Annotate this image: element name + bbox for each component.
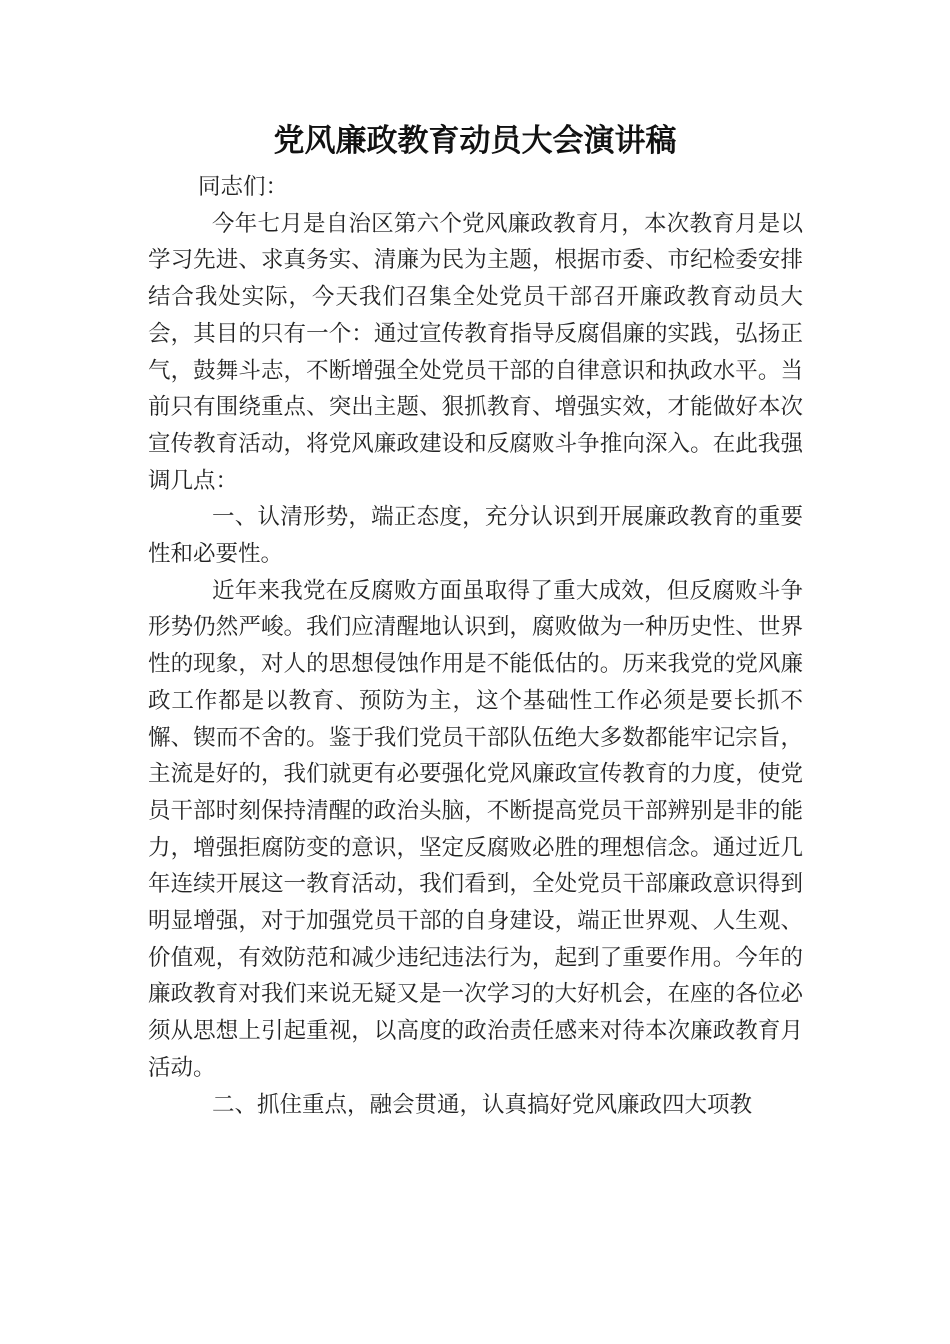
paragraph-situation: 近年来我党在反腐败方面虽取得了重大成效，但反腐败斗争形势仍然严峻。我们应清醒地认识到，腐败做为一种历史性、世界性的现象，对人的思想侵蚀作用是不能低估的。历来我党的党风廉政工作都是以教育、预防为主，这个基础性工作必须是要长抓不懈、锲而不舍的。鉴于我们党员干部队伍绝大多数都能牢记宗旨，主流是好的，我们就更有必要强化党风廉政宣传教育的力度，使党员干部时刻保持清醒的政治头脑，不断提高党员干部辨别是非的能力，增强拒腐防变的意识，坚定反腐败必胜的理想信念。通过近几年连续开展这一教育活动，我们看到，全处党员干部廉政意识得到明显增强，对于加强党员干部的自身建设，端正世界观、人生观、价值观，有效防范和减少违纪违法行为，起到了重要作用。今年的廉政教育对我们来说无疑又是一次学习的大好机会，在座的各位必须从思想上引起重视，以高度的政治责任感来对待本次廉政教育月活动。 (148, 577, 803, 1081)
section-heading-one: 一、认清形势，端正态度，充分认识到开展廉政教育的重要性和必要性。 (148, 504, 803, 568)
document-body (148, 169, 803, 1123)
paragraph-intro: 今年七月是自治区第六个党风廉政教育月，本次教育月是以学习先进、求真务实、清廉为民为主题，根据市委、市纪检委安排结合我处实际，今天我们召集全处党员干部召开廉政教育动员大会，其目的只有一个：通过宣传教育指导反腐倡廉的实践，弘扬正气，鼓舞斗志，不断增强全处党员干部的自律意识和执政水平。当前只有围绕重点、突出主题、狠抓教育、增强实效，才能做好本次宣传教育活动，将党风廉政建设和反腐败斗争推向深入。在此我强调几点： (148, 210, 803, 494)
section-heading-two: 二、抓住重点，融会贯通，认真搞好党风廉政四大项教 (212, 1091, 753, 1118)
salutation: 同志们： (198, 174, 289, 200)
document-title: 党风廉政教育动员大会演讲稿 (273, 123, 677, 159)
